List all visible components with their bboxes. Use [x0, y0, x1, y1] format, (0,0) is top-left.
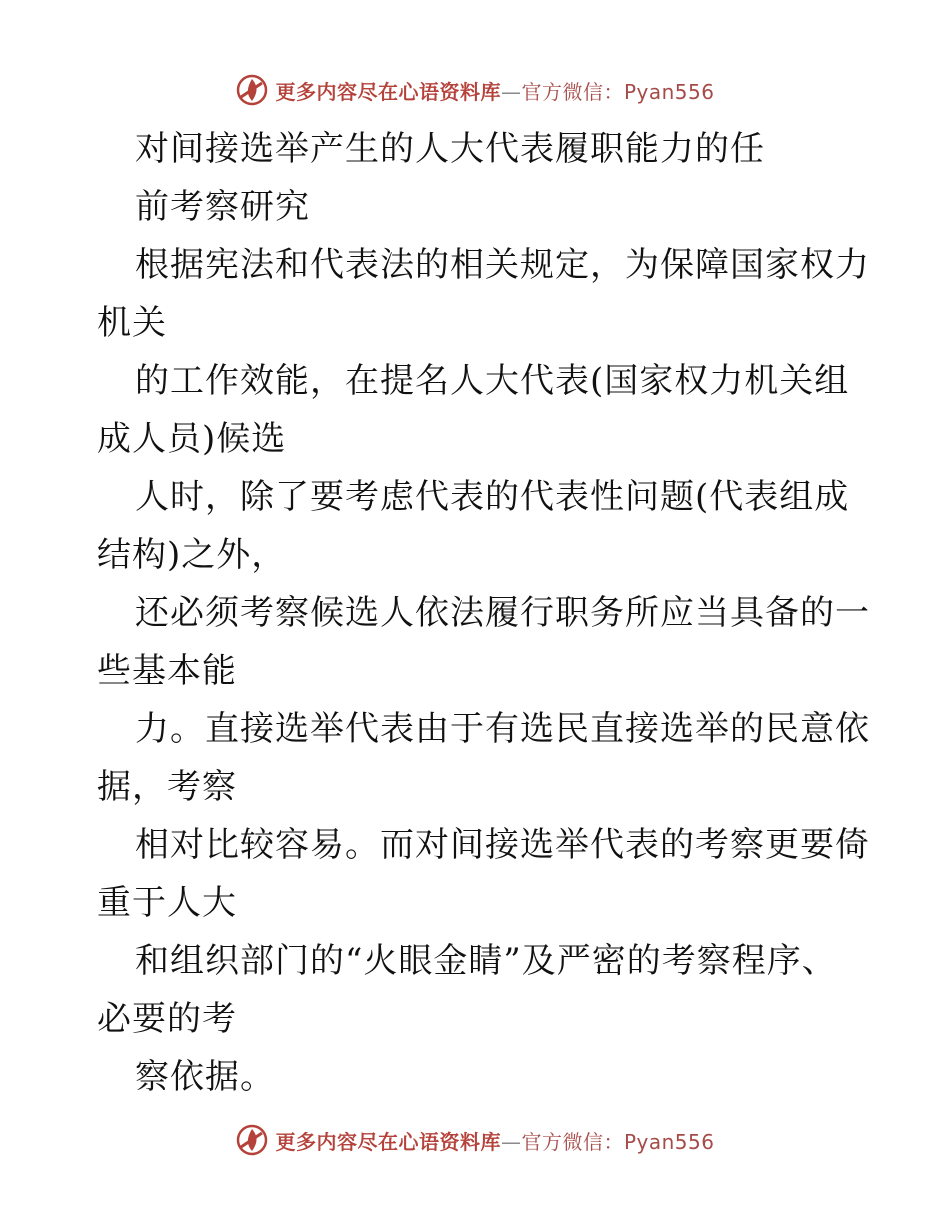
flame-circle-logo-icon	[235, 73, 269, 107]
watermark-main: 更多内容尽在心语资料库	[275, 1129, 501, 1154]
text-line: 还必须考察候选人依法履行职务所应当具备的一	[135, 593, 870, 633]
text-line: 相对比较容易。而对间接选举代表的考察更要倚	[135, 825, 870, 865]
text-line: 对间接选举产生的人大代表履职能力的任	[135, 129, 765, 169]
text-line: 结构)之外，	[97, 535, 287, 575]
text-line: 前考察研究	[135, 187, 310, 227]
text-line: 的工作效能，在提名人大代表(国家权力机关组	[135, 361, 850, 401]
watermark-wechat: 官方微信：Pyan556	[521, 1129, 715, 1154]
text-line: 人时，除了要考虑代表的代表性问题(代表组成	[135, 477, 850, 517]
watermark-separator: —	[500, 1129, 522, 1154]
text-line: 力。直接选举代表由于有选民直接选举的民意依	[135, 709, 870, 749]
watermark-wechat: 官方微信：Pyan556	[521, 79, 715, 104]
text-line: 和组织部门的“火眼金睛”及严密的考察程序、	[135, 941, 837, 981]
header-watermark	[0, 70, 950, 110]
document-body	[97, 120, 870, 1106]
text-line: 察依据。	[135, 1057, 275, 1097]
watermark-text	[275, 1126, 714, 1155]
text-line: 必要的考	[97, 999, 237, 1039]
text-line: 重于人大	[97, 883, 237, 923]
flame-circle-logo-icon	[235, 1123, 269, 1157]
footer-watermark	[0, 1120, 950, 1160]
text-line: 机关	[97, 303, 167, 343]
text-line: 成人员)候选	[97, 419, 287, 459]
watermark-text	[275, 76, 714, 105]
text-line: 些基本能	[97, 651, 237, 691]
text-line: 据，考察	[97, 767, 237, 807]
watermark-separator: —	[500, 79, 522, 104]
text-line: 根据宪法和代表法的相关规定，为保障国家权力	[135, 245, 870, 285]
watermark-main: 更多内容尽在心语资料库	[275, 79, 501, 104]
